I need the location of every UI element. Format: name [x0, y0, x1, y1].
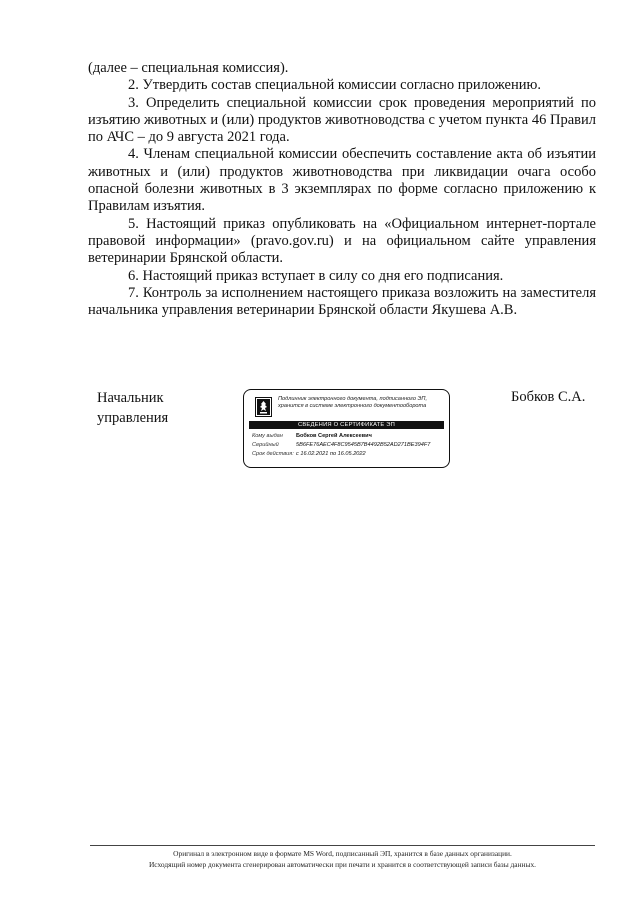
paragraph-4: 4. Членам специальной комиссии обеспечить составление акта об изъятии животных и (или) продуктов животноводства при ликвидации очага особо опасной болезни животных в 3 экземплярах по форме согласно приложению к Правилам изъятия. — [88, 146, 596, 215]
footer-divider — [90, 845, 595, 846]
electronic-signature-stamp — [243, 389, 450, 468]
footer-line-2: Исходящий номер документа сгенерирован автоматически при печати и хранится в соответствующей записи базы данных. — [148, 860, 537, 869]
validity-label: Срок действия: — [252, 451, 294, 457]
paragraph-3: 3. Определить специальной комиссии срок проведения мероприятий по изъятию животных и (или) продуктов животноводства с учетом пункта 46 Правил по АЧС – до 9 августа 2021 года. — [88, 94, 596, 146]
stamp-issued-to-row — [252, 432, 372, 440]
stamp-serial-row — [252, 441, 430, 449]
issued-to-label: Кому выдан — [252, 433, 283, 439]
signatory-name: Бобков С.А. — [511, 389, 586, 405]
serial-value: 5B6FE76AEC4F8C9545B7B4492B52AD271BE394F7 — [296, 442, 431, 448]
footer-line-1: Оригинал в электронном виде в формате MS Word, подписанный ЭП, хранится в базе данных организации. — [173, 849, 512, 858]
signatory-position — [97, 388, 168, 428]
stamp-header: Подлинник электронного документа, подписанного ЭП, хранится в системе электронного документооборота — [278, 396, 428, 410]
validity-value: с 16.02.2021 по 16.05.2022 — [296, 451, 366, 457]
position-line-1: Начальник — [97, 390, 164, 406]
stamp-title: СВЕДЕНИЯ О СЕРТИФИКАТЕ ЭП — [249, 421, 444, 429]
footer-note — [90, 848, 595, 870]
stamp-validity-row — [252, 450, 366, 458]
position-line-2: управления — [97, 410, 169, 426]
paragraph-2: 2. Утвердить состав специальной комиссии согласно приложению. — [128, 77, 541, 94]
paragraph-continuation: (далее – специальная комиссия). — [88, 60, 289, 76]
serial-label: Серийный — [252, 442, 279, 448]
paragraph-7: 7. Контроль за исполнением настоящего приказа возложить на заместителя начальника управления ветеринарии Брянской области Якушева А.В. — [88, 284, 596, 319]
order-body — [88, 60, 596, 319]
paragraph-6: 6. Настоящий приказ вступает в силу со дня его подписания. — [128, 267, 504, 284]
paragraph-5: 5. Настоящий приказ опубликовать на «Официальном интернет-портале правовой информации» (pravo.gov.ru) и на официальном сайте управления ветеринарии Брянской области. — [88, 215, 596, 267]
issued-to-value: Бобков Сергей Алексеевич — [296, 433, 372, 439]
coat-of-arms-icon — [255, 397, 272, 417]
